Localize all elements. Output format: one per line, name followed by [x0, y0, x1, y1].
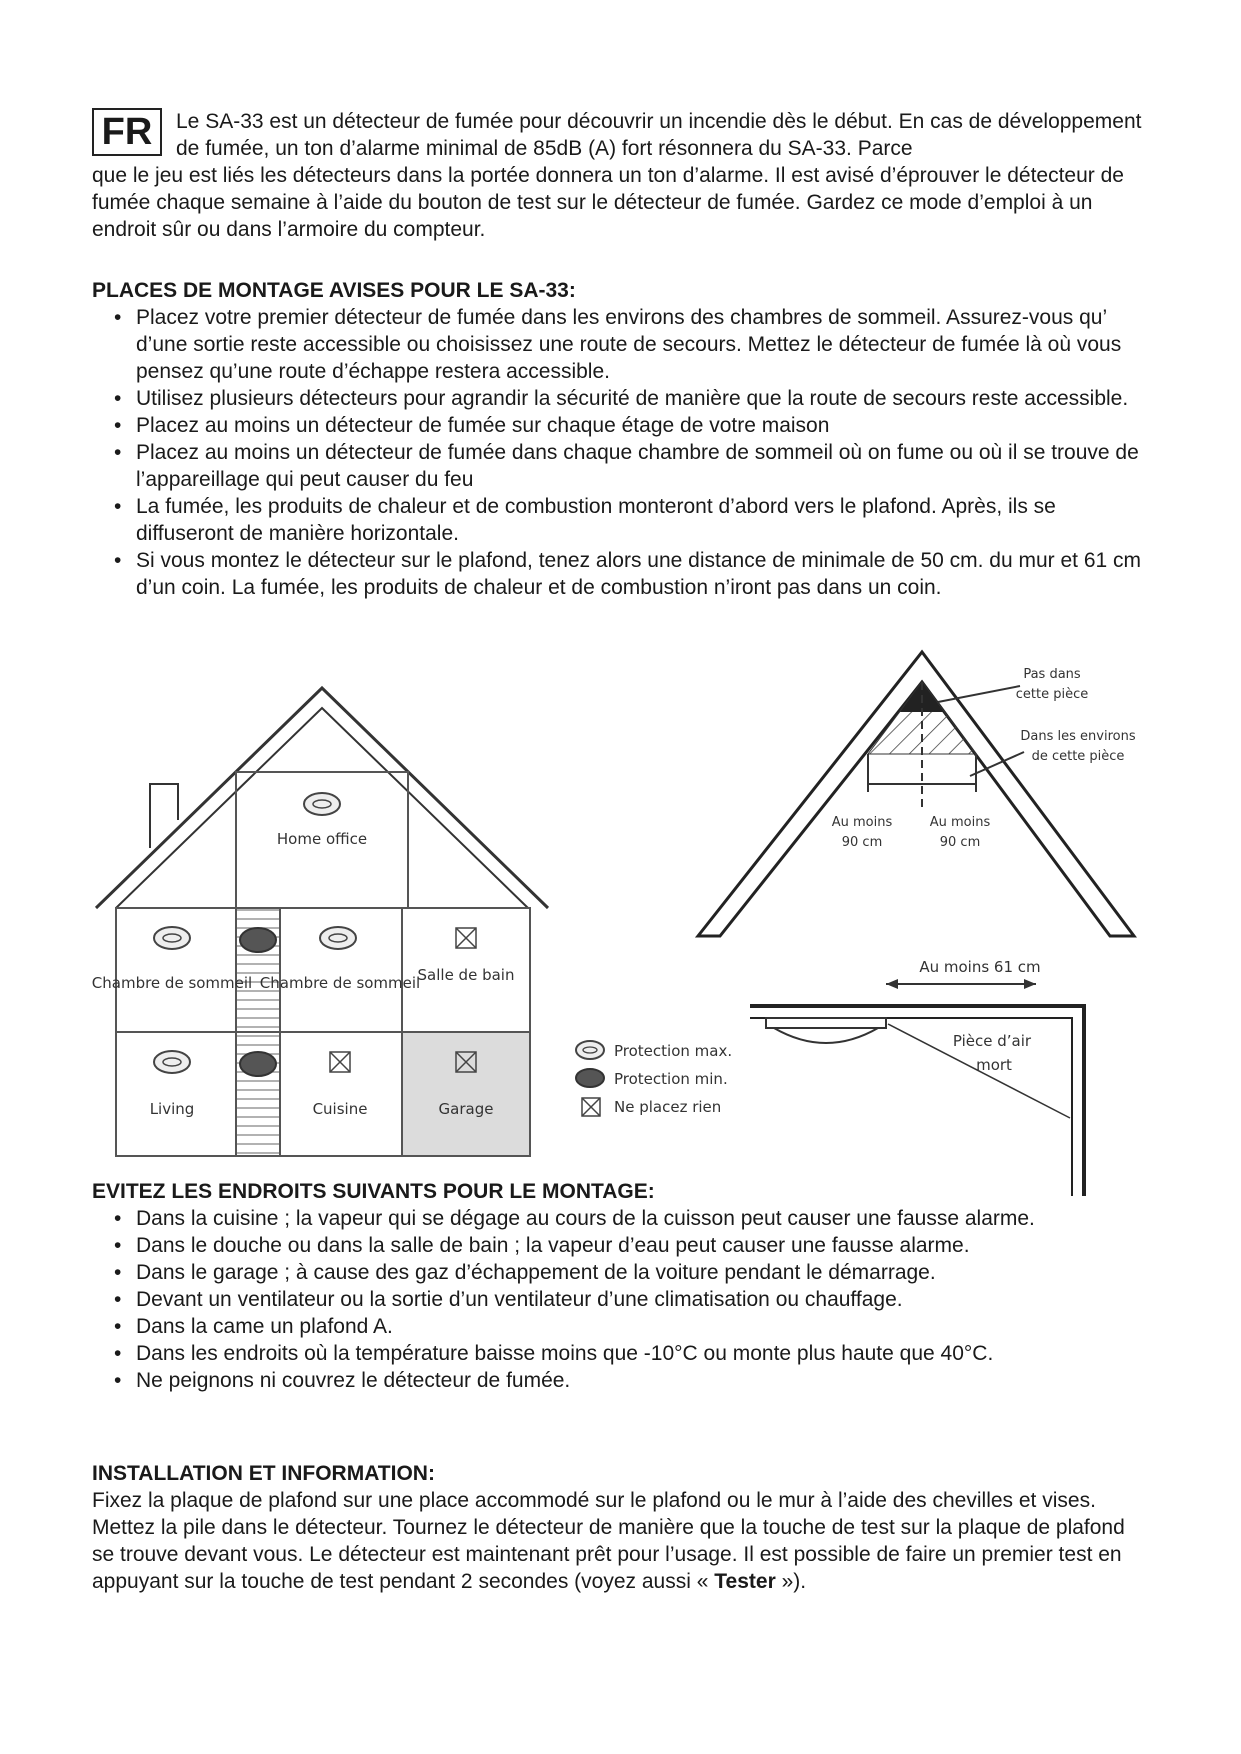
avoid-list — [92, 1205, 1092, 1394]
list-item: • Dans la cuisine ; la vapeur qui se dégage au cours de la cuisson peut causer une fausse alarme. — [92, 1205, 1092, 1232]
ceiling-detector-icon — [766, 1018, 886, 1043]
ceiling-corner-diagram — [740, 948, 1100, 1198]
list-item: • Dans le garage ; à cause des gaz d’échappement de la voiture pendant le démarrage. — [92, 1259, 1092, 1286]
install-text: Fixez la plaque de plafond sur une place accommodé sur le plafond ou le mur à l’aide des chevilles et vises. Mettez la pile dans le détecteur. Tournez le détecteur de manière que la touche de test sur la plaque de plafond se trouve devant vous. Le détecteur est maintenant prêt pour l’usage. Il est possible de faire un premier test en appuyant sur la touche de test pendant 2 secondes (voyez aussi — [92, 1489, 1125, 1593]
living-detector-icon — [154, 1051, 190, 1073]
roof-nearby-line1: Dans les environs — [1020, 729, 1136, 744]
tester-keyword: Tester — [714, 1570, 776, 1593]
no-detector-icon — [582, 1098, 600, 1116]
list-item: • Dans le douche ou dans la salle de bain ; la vapeur d’eau peut causer une fausse alarme. — [92, 1232, 1092, 1259]
install-paragraph — [92, 1487, 1152, 1595]
bathroom-no-detector-icon — [456, 928, 476, 948]
stair-min-detector-icon — [240, 928, 276, 952]
max-protection-icon — [576, 1041, 604, 1059]
quote-open: « — [696, 1570, 709, 1593]
list-item: • Dans les endroits où la température baisse moins que -10°C ou monte plus haute que 40°C. — [92, 1340, 1092, 1367]
roof-min-right-line1: Au moins — [929, 815, 991, 830]
roof-min-left-line2: 90 cm — [841, 835, 883, 850]
dead-air-line1: Pièce d’air — [952, 1032, 1032, 1050]
places-list — [92, 304, 1152, 601]
room-home-office: Home office — [276, 830, 368, 848]
bedroom-2-detector-icon — [320, 927, 356, 949]
corner-min-distance: Au moins 61 cm — [919, 958, 1041, 976]
list-item: • Si vous montez le détecteur sur le plafond, tenez alors une distance de minimale de 50 cm. du mur et 61 cm d’un coin. La fumée, les produits de chaleur et de combustion n’iront pas dans un coin. — [92, 547, 1152, 601]
roof-not-here-line2: cette pièce — [1015, 687, 1089, 702]
legend-max: Protection max. — [614, 1042, 733, 1060]
bedroom-1-detector-icon — [154, 927, 190, 949]
list-item: • La fumée, les produits de chaleur et de combustion monteront d’abord vers le plafond. Après, ils se diffuseront de manière horizontale. — [92, 493, 1152, 547]
install-heading: INSTALLATION ET INFORMATION: — [92, 1462, 435, 1485]
dead-air-line2: mort — [976, 1056, 1012, 1074]
roof-min-right-line2: 90 cm — [939, 835, 981, 850]
list-item: • Placez au moins un détecteur de fumée sur chaque étage de votre maison — [92, 412, 1152, 439]
roof-diagram — [686, 640, 1156, 960]
quote-close: »). — [781, 1570, 807, 1593]
avoid-heading: EVITEZ LES ENDROITS SUIVANTS POUR LE MONTAGE: — [92, 1180, 655, 1203]
list-item: • Ne peignons ni couvrez le détecteur de fumée. — [92, 1367, 1092, 1394]
list-item: • Utilisez plusieurs détecteurs pour agrandir la sécurité de manière que la route de secours reste accessible. — [92, 385, 1152, 412]
room-garage: Garage — [438, 1100, 494, 1118]
list-item: • Placez au moins un détecteur de fumée dans chaque chambre de sommeil où on fume ou où il se trouve de l’appareillage qui peut causer du feu — [92, 439, 1152, 493]
legend-none: Ne placez rien — [614, 1098, 722, 1116]
house-diagram — [90, 672, 550, 1172]
list-item: • Dans la came un plafond A. — [92, 1313, 1092, 1340]
room-bedroom-1: Chambre de sommeil — [91, 974, 253, 992]
language-badge: FR — [92, 108, 162, 156]
room-bedroom-2: Chambre de sommeil — [259, 974, 421, 992]
roof-nearby-line2: de cette pièce — [1031, 749, 1125, 764]
roof-not-here-line1: Pas dans — [1023, 667, 1081, 682]
intro-first-lines: Le SA-33 est un détecteur de fumée pour découvrir un incendie dès le début. En cas de développement de fumée, un ton d’alarme minimal de 85dB (A) fort résonnera du SA-33. Parce — [176, 110, 1142, 160]
room-kitchen: Cuisine — [312, 1100, 368, 1118]
room-living: Living — [149, 1100, 195, 1118]
roof-min-left-line1: Au moins — [831, 815, 893, 830]
stair2-min-detector-icon — [240, 1052, 276, 1076]
list-item: • Devant un ventilateur ou la sortie d’un ventilateur d’une climatisation ou chauffage. — [92, 1286, 1092, 1313]
room-bathroom: Salle de bain — [417, 966, 515, 984]
list-item: • Placez votre premier détecteur de fumée dans les environs des chambres de sommeil. Assurez-vous qu’ d’une sortie reste accessible ou choisissez une route de secours. Mettez le détecteur de fumée là où vous pensez qu’une route d’échappe restera accessible. — [92, 304, 1152, 385]
home-office-detector-icon — [304, 793, 340, 815]
places-heading: PLACES DE MONTAGE AVISES POUR LE SA-33: — [92, 279, 576, 302]
intro-paragraph: que le jeu est liés les détecteurs dans la portée donnera un ton d’alarme. Il est avisé d’éprouver le détecteur de fumée chaque semaine à l’aide du bouton de test sur le détecteur de fumée. Gardez ce mode d’emploi à un endroit sûr ou dans l’armoire du compteur. — [92, 164, 1124, 241]
kitchen-no-detector-icon — [330, 1052, 350, 1072]
min-protection-icon — [576, 1069, 604, 1087]
legend-min: Protection min. — [614, 1070, 728, 1088]
